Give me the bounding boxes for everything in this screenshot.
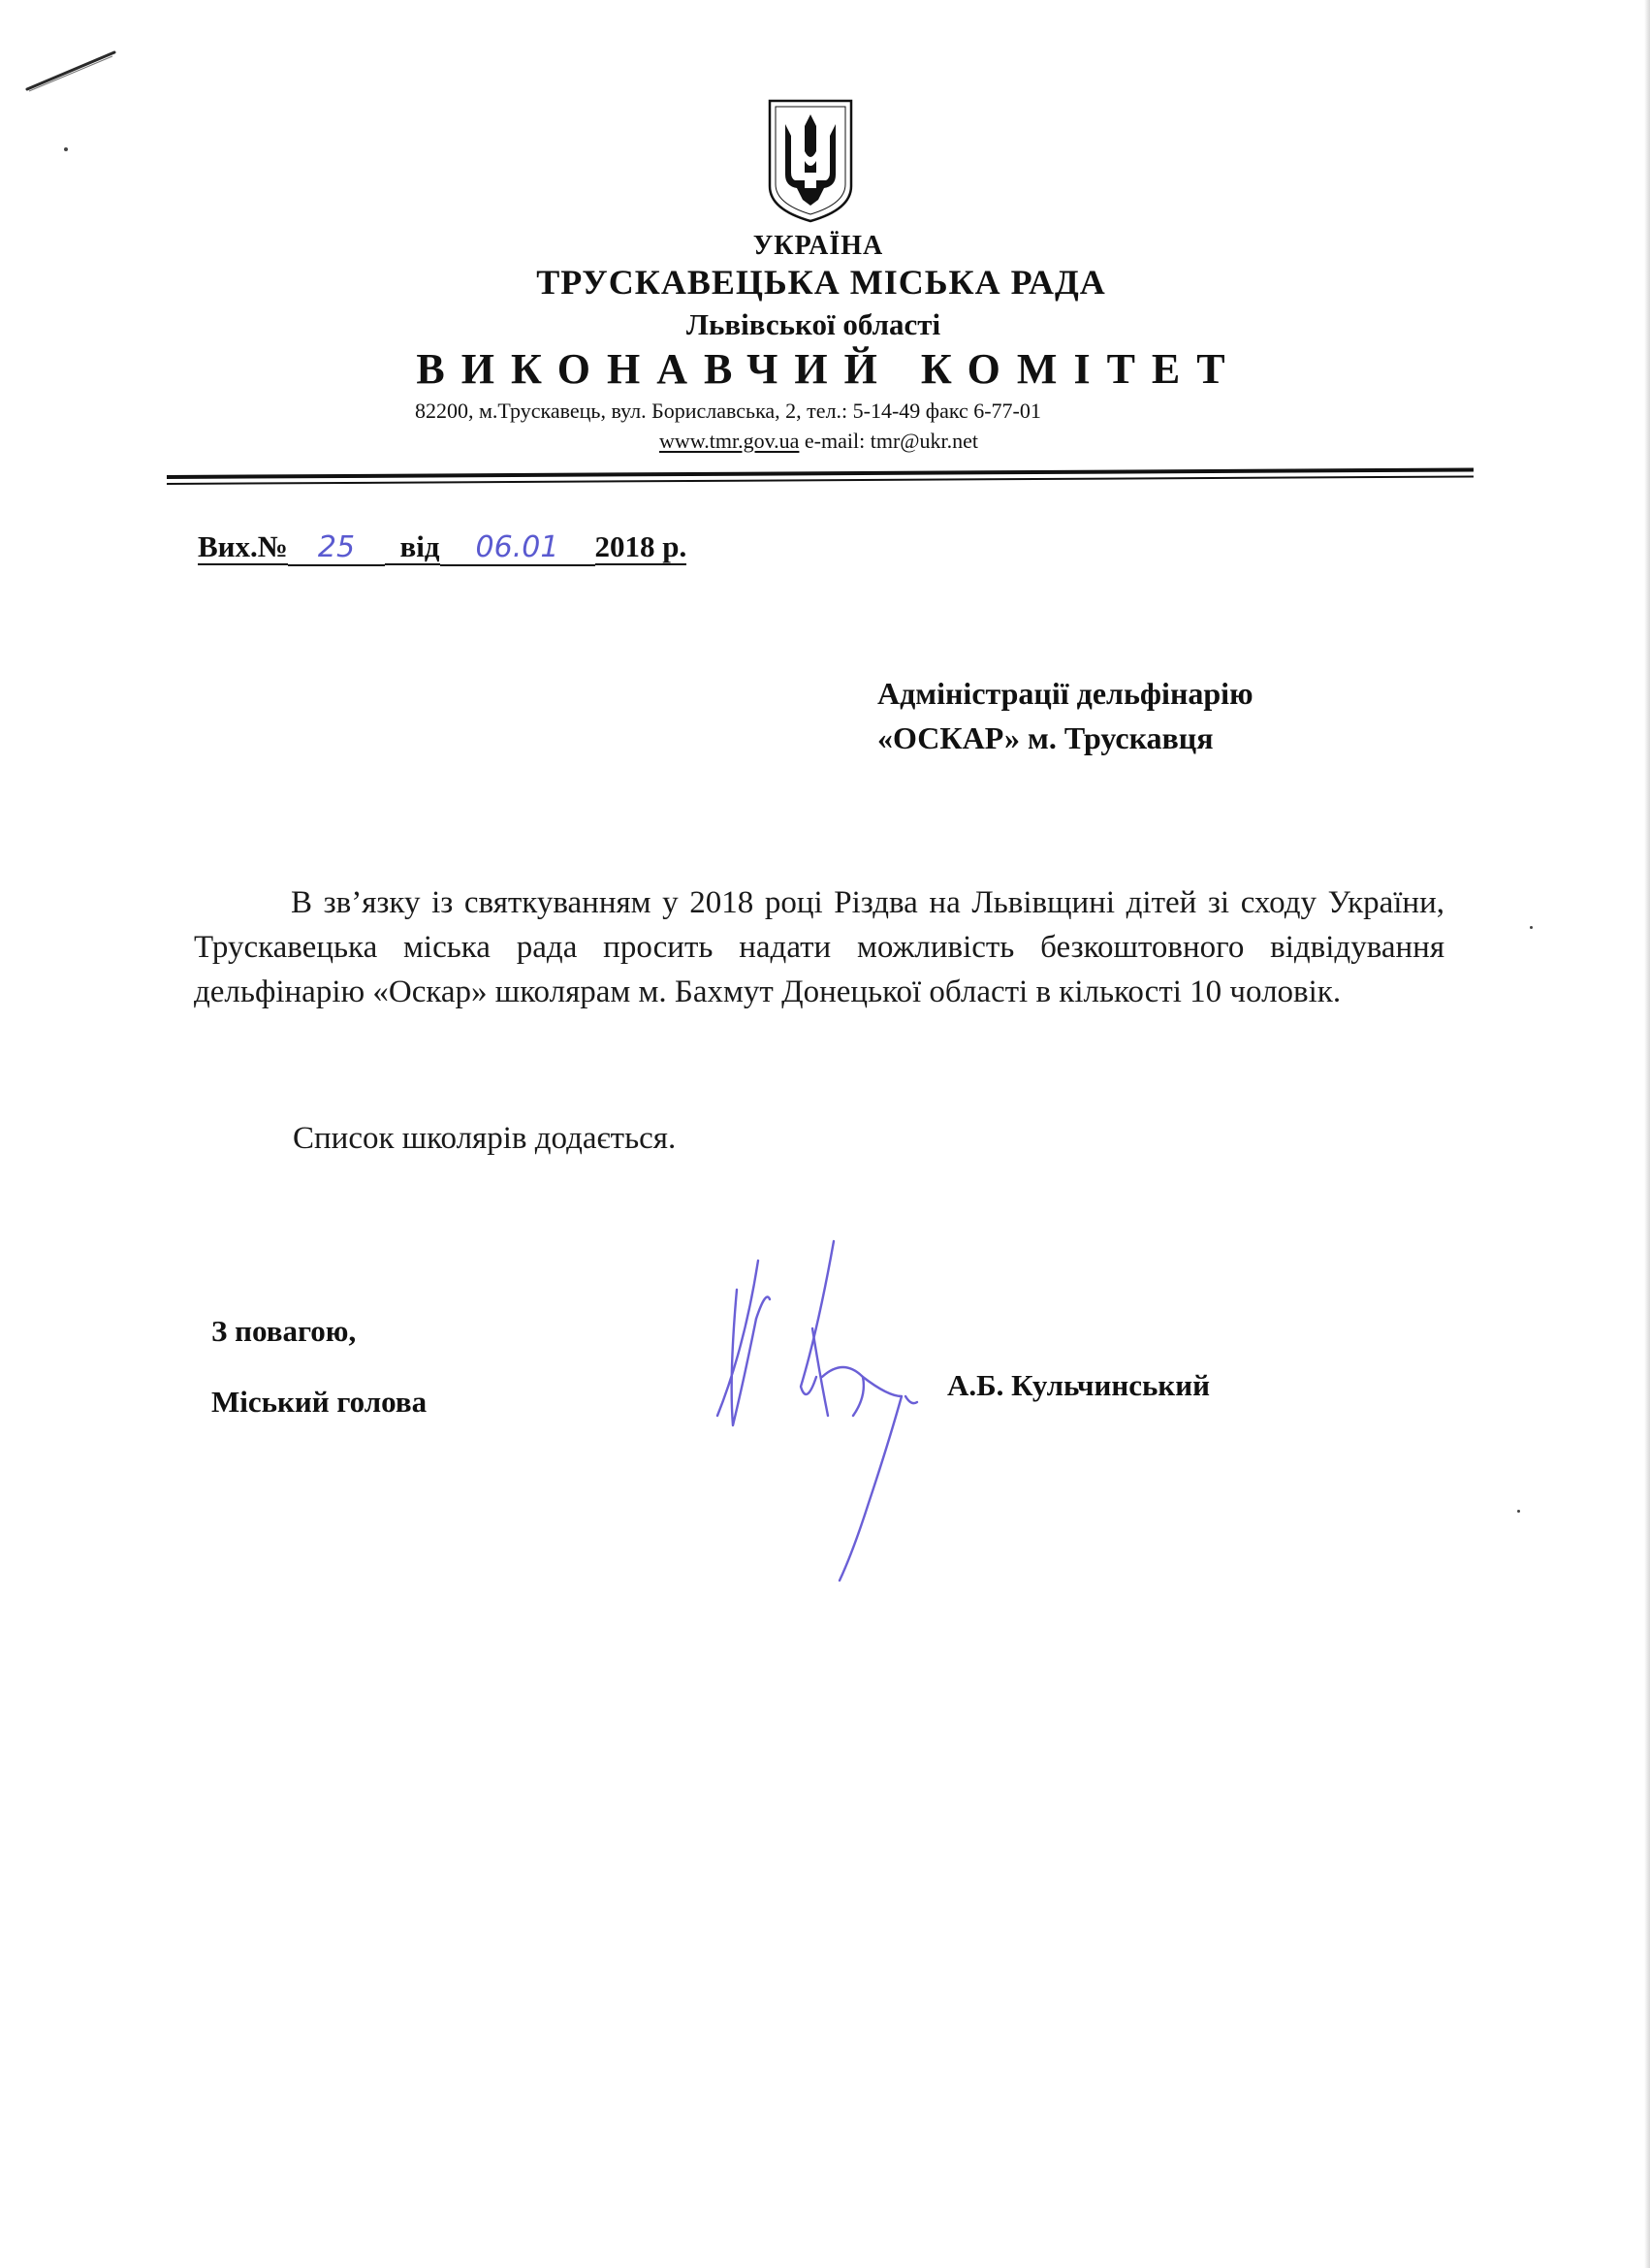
letterhead-country: УКРАЇНА: [752, 231, 884, 261]
scan-speck: [1530, 926, 1533, 929]
addressee-block: [877, 671, 1253, 760]
addressee-line: «ОСКАР» м. Трускавця: [877, 720, 1214, 755]
year-value: 2018 р.: [594, 529, 687, 563]
letterhead-council-name: ТРУСКАВЕЦЬКА МІСЬКА РАДА: [536, 263, 1106, 302]
handwritten-signature: [698, 1231, 950, 1590]
scan-speck: [64, 147, 68, 151]
scan-page-edge: [1644, 0, 1650, 2268]
letter-body-paragraph: В зв’язку із святкуванням у 2018 році Різдва на Львівщині дітей зі сходу України, Трускавецька міська рада просить надати можливість безкоштовного відвідування дельфінарію «Оскар» школярам м. Бахмут Донецької області в кількості 10 чоловік.: [194, 885, 1444, 1009]
outgoing-reference: [198, 529, 686, 566]
date-value: 06.01: [440, 530, 595, 566]
signer-position: Міський голова: [211, 1385, 428, 1419]
letterhead-region: Львівської області: [685, 307, 941, 341]
website-link[interactable]: www.tmr.gov.ua: [659, 429, 800, 453]
date-label: від: [399, 529, 440, 563]
out-number-label: Вих.№: [198, 529, 288, 563]
scan-speck: [1517, 1510, 1520, 1513]
letterhead-web-contacts: [659, 429, 978, 454]
scan-artifact-mark: [21, 47, 118, 95]
attachment-note: Список школярів додається.: [293, 1121, 677, 1156]
addressee-line: Адміністрації дельфінарію: [877, 676, 1253, 711]
trident-coat-of-arms-icon: [762, 97, 859, 223]
out-number-value: 25: [288, 530, 385, 566]
email-link[interactable]: tmr@ukr.net: [870, 429, 979, 453]
closing-regards: З повагою,: [211, 1314, 357, 1348]
letterhead-committee: ВИКОНАВЧИЙ КОМІТЕТ: [416, 345, 1242, 393]
signer-name: А.Б. Кульчинський: [947, 1368, 1210, 1402]
email-label: e-mail:: [804, 429, 866, 453]
letterhead-address: 82200, м.Трускавець, вул. Бориславська, 2, тел.: 5-14-49 факс 6-77-01: [415, 399, 1041, 423]
